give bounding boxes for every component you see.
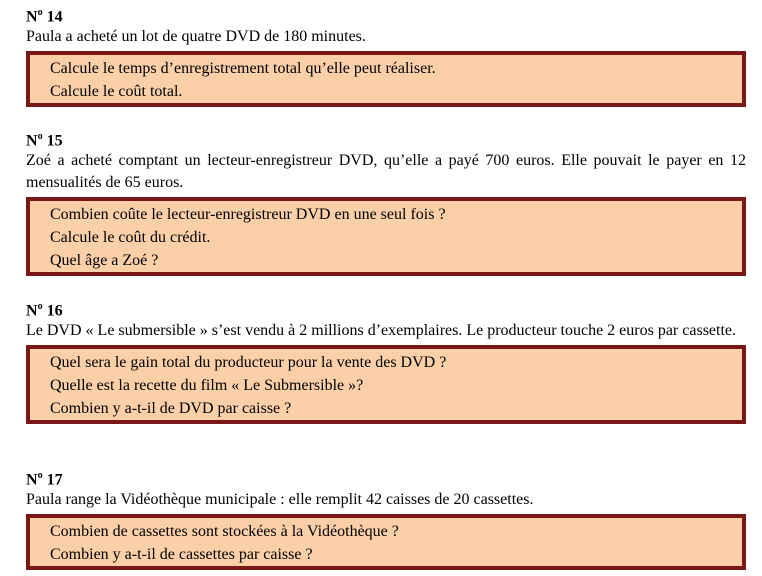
question-item: Calcule le coût total. [50,83,183,101]
question-item: Calcule le temps d’enregistrement total qu’elle peut réaliser. [50,60,436,78]
question-item: Quel sera le gain total du producteur pour la vente des DVD ? [50,354,447,372]
exercise-statement: Zoé a acheté comptant un lecteur-enregistreur DVD, qu’elle a payé 700 euros. Elle pouvait le payer en 12 mensualités de 65 euros. [26,152,746,192]
question-item: Combien y a-t-il de DVD par caisse ? [50,400,292,418]
question-item: Combien de cassettes sont stockées à la Vidéothèque ? [50,523,399,541]
exercise-statement: Paula a acheté un lot de quatre DVD de 180 minutes. [26,28,366,46]
question-item: Calcule le coût du crédit. [50,229,211,247]
exercise-number: $N^o$ 14 [26,7,63,26]
question-item: Combien coûte le lecteur-enregistreur DVD en une seul fois ? [50,206,446,224]
exercise-statement: Paula range la Vidéothèque municipale : elle remplit 42 caisses de 20 cassettes. [26,491,534,509]
question-box [26,197,746,276]
question-item: Combien y a-t-il de cassettes par caisse ? [50,546,313,564]
exercise-statement: Le DVD « Le submersible » s’est vendu à 2 millions d’exemplaires. Le producteur touche 2 euros par cassette. [26,322,737,340]
exercise-17 [26,467,746,570]
exercise-15 [26,128,746,276]
question-item: Quelle est la recette du film « Le Submersible »? [50,377,364,395]
exercise-16 [26,298,746,424]
exercise-number: $N^o$ 17 [26,470,63,489]
exercise-14 [26,4,746,107]
question-box [26,345,746,424]
question-box [26,51,746,107]
exercise-number: $N^o$ 15 [26,131,63,150]
question-box [26,514,746,570]
question-item: Quel âge a Zoé ? [50,252,159,270]
exercise-number: $N^o$ 16 [26,301,63,320]
